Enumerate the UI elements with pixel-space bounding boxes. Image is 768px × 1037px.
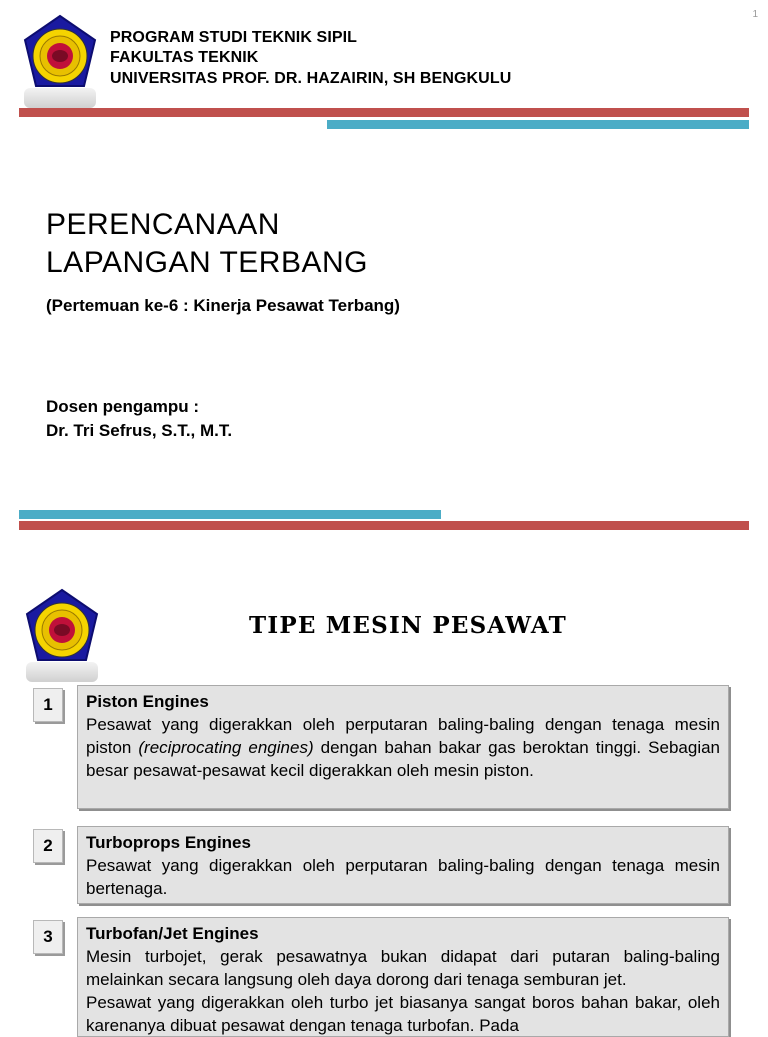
item-body-3a: Mesin turbojet, gerak pesawatnya bukan didapat dari putaran baling-baling melainkan secara langsung oleh daya dorong dari tenaga semburan jet. xyxy=(86,947,720,989)
footer-teal-bar xyxy=(19,510,441,519)
lecturer-name: Dr. Tri Sefrus, S.T., M.T. xyxy=(46,421,233,440)
header-faculty: FAKULTAS TEKNIK xyxy=(110,49,259,66)
header-teal-bar xyxy=(327,120,749,129)
item-body-1: Pesawat yang digerakkan oleh perputaran baling-baling dengan tenaga mesin piston (reciprocating engines) dengan bahan bakar gas beroktan tinggi. Sebagian besar pesawat-pesawat kecil digerakkan oleh mesin piston. xyxy=(86,715,720,780)
item-heading-3: Turbofan/Jet Engines xyxy=(86,924,259,943)
footer-red-bar xyxy=(19,521,749,530)
header-program: PROGRAM STUDI TEKNIK SIPIL xyxy=(110,29,358,46)
item-number-1: 1 xyxy=(33,688,63,722)
item-number-3: 3 xyxy=(33,920,63,954)
item-card-1 xyxy=(77,685,729,809)
item-number-2: 2 xyxy=(33,829,63,863)
item-card-3 xyxy=(77,917,729,1037)
slide2-title: TIPE MESIN PESAWAT xyxy=(249,612,567,639)
presentation-subtitle: (Pertemuan ke-6 : Kinerja Pesawat Terbang) xyxy=(46,296,400,315)
university-logo xyxy=(22,14,98,110)
item-heading-1: Piston Engines xyxy=(86,692,209,711)
lecturer-info xyxy=(46,395,232,443)
presentation-title xyxy=(46,206,368,282)
item-card-2 xyxy=(77,826,729,904)
item-body-3b: Pesawat yang digerakkan oleh turbo jet biasanya sangat boros bahan bakar, oleh karenanya dibuat pesawat dengan tenaga turbofan. Pada xyxy=(86,993,720,1035)
lecturer-label: Dosen pengampu : xyxy=(46,397,200,416)
header-red-bar xyxy=(19,108,749,117)
item-body-2: Pesawat yang digerakkan oleh perputaran baling-baling dengan tenaga mesin bertenaga. xyxy=(86,856,720,898)
page-number: 1 xyxy=(752,9,758,20)
item-heading-2: Turboprops Engines xyxy=(86,833,251,852)
title-line-2: LAPANGAN TERBANG xyxy=(46,246,368,279)
title-line-1: PERENCANAAN xyxy=(46,208,280,241)
header-university: UNIVERSITAS PROF. DR. HAZAIRIN, SH BENGKULU xyxy=(110,70,512,87)
